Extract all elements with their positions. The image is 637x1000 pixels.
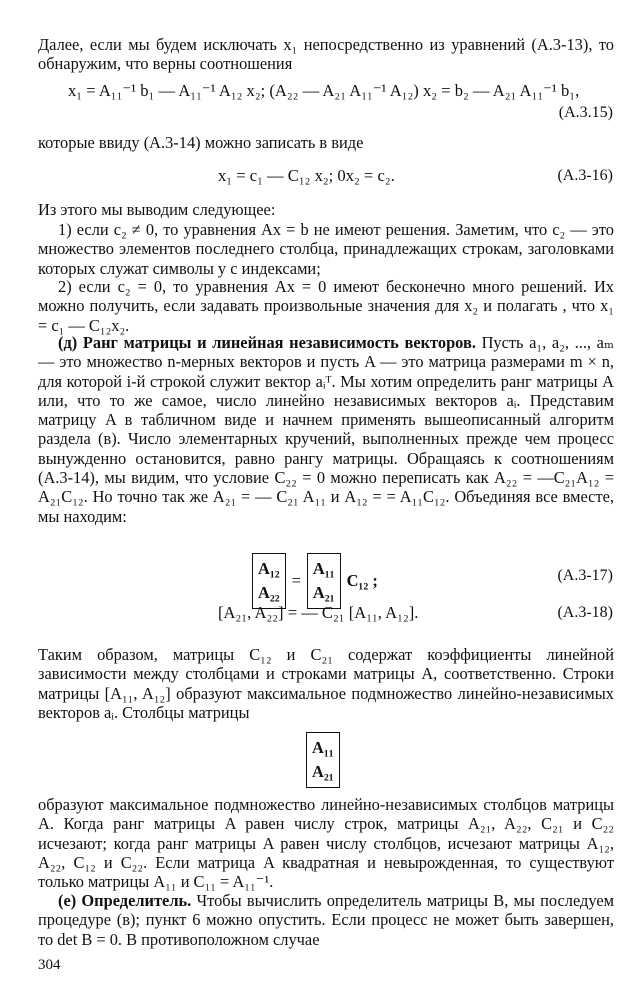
section-rank bbox=[38, 333, 614, 526]
paragraph-form: образуют максимальное подмножество линейно-независимых столбцов матрицы A. Когда ранг матрицы A равен числу строк, матрицы A₂₁, A₂₂, C₂₁ и C₂₂ исчезают; когда ранг матрицы A равен числу столбцов, исчезают матрицы A₁₂, A₂₂, C₁₂ и C₂₂. Если матрица A квадратная и невырожденная, то существуют только матрицы A₁₁ и C₁₁ = A₁₁⁻¹. bbox=[38, 795, 615, 892]
matrix-tail: C₁₂ ; bbox=[346, 571, 378, 590]
paragraph-thus: Таким образом, матрицы C₁₂ и C₂₁ содержат коэффициенты линейной зависимости между столбцами и строками матрицы A, соответственно. Строки матрицы [A₁₁, A₁₂] образуют максимальное подмножество линейно-независимых векторов aᵢ. Столбцы матрицы bbox=[38, 645, 614, 722]
equation-number-a3-16: (А.3-16) bbox=[557, 167, 613, 184]
column-vector-bracket bbox=[306, 732, 340, 788]
matrix-left-top: A₁₂ bbox=[258, 559, 280, 578]
equation-a3-16: x₁ = c₁ — C₁₂ x₂; 0x₂ = c₂. bbox=[218, 166, 395, 185]
matrix-left bbox=[252, 553, 286, 609]
section-determinant-body: Чтобы вычислить определитель матрицы B, мы последуем процедуре (в); пункт 6 можно опустить. Если процесс не может быть завершен, то det B = 0. В противоположном случае bbox=[38, 891, 614, 949]
equation-number-a3-17: (А.3-17) bbox=[557, 567, 613, 584]
matrix-right-bottom: A₂₁ bbox=[312, 583, 335, 602]
section-rank-body: Пусть a₁, a₂, ..., aₘ — это множество n-мерных векторов и пусть A — это матрица размерами m × n, для которой i-й строкой служит вектор aᵢᵀ. Мы хотим определить ранг матрицы A или, что то же самое, число линейно независимых векторов aᵢ. Представим матрицу A в табличном виде и начнем применять вышеописанный алгоритм раздела (в). Число элементарных кручений, выполненных прежде чем процесс вынужденно остановится, равно рангу матрицы. Обращаясь к соотношениям (А.3-14), мы видим, что условие C₂₂ = 0 можно переписать как A₂₂ = —C₂₁A₁₂ = A₂₁C₁₂. Но точно так же A₂₁ = — C₂₁ A₁₁ и A₁₂ = = A₁₁C₁₂. Объединяя все вместе, мы находим: bbox=[38, 333, 614, 526]
equation-number-a3-15: (А.3.15) bbox=[558, 104, 613, 121]
paragraph-case-1: 1) если c₂ ≠ 0, то уравнения Ax = b не имеют решения. Заметим, что c₂ — это множество элементов последнего столбца, принадлежащих строкам, заголовками которых служат символы y с индексами; bbox=[38, 220, 614, 278]
paragraph-intro2: которые ввиду (А.3-14) можно записать в виде bbox=[38, 133, 364, 152]
section-determinant bbox=[38, 891, 614, 949]
equals-sign: = bbox=[291, 571, 301, 590]
matrix-left-bottom: A₂₂ bbox=[258, 583, 280, 602]
paragraph-conclude: Из этого мы выводим следующее: bbox=[38, 200, 276, 219]
matrix-right bbox=[307, 553, 341, 609]
column-vector bbox=[306, 732, 340, 788]
section-rank-heading: (д) Ранг матрицы и линейная независимость векторов. bbox=[58, 333, 476, 352]
column-vector-top: A₁₁ bbox=[312, 738, 334, 757]
section-determinant-heading: (е) Определитель. bbox=[58, 891, 192, 910]
column-vector-bottom: A₂₁ bbox=[312, 762, 334, 781]
matrix-right-top: A₁₁ bbox=[312, 559, 335, 578]
page-number: 304 bbox=[38, 957, 61, 973]
equation-a3-17 bbox=[252, 553, 378, 609]
equation-a3-15: x₁ = A₁₁⁻¹ b₁ — A₁₁⁻¹ A₁₂ x₂; (A₂₂ — A₂₁ A₁₁⁻¹ A₁₂) x₂ = b₂ — A₂₁ A₁₁⁻¹ b₁, bbox=[68, 81, 580, 100]
equation-number-a3-18: (А.3-18) bbox=[557, 604, 613, 621]
paragraph-intro: Далее, если мы будем исключать x₁ непосредственно из уравнений (А.3-13), то обнаружим, что верны соотношения bbox=[38, 35, 614, 74]
paragraph-case-2: 2) если c₂ = 0, то уравнения Ax = 0 имеют бесконечно много решений. Их можно получить, если задавать произвольные значения для x₂ и полагать , что x₁ = c₁ — C₁₂x₂. bbox=[38, 277, 614, 335]
equation-a3-18: [A₂₁, A₂₂] = — C₂₁ [A₁₁, A₁₂]. bbox=[218, 603, 419, 622]
